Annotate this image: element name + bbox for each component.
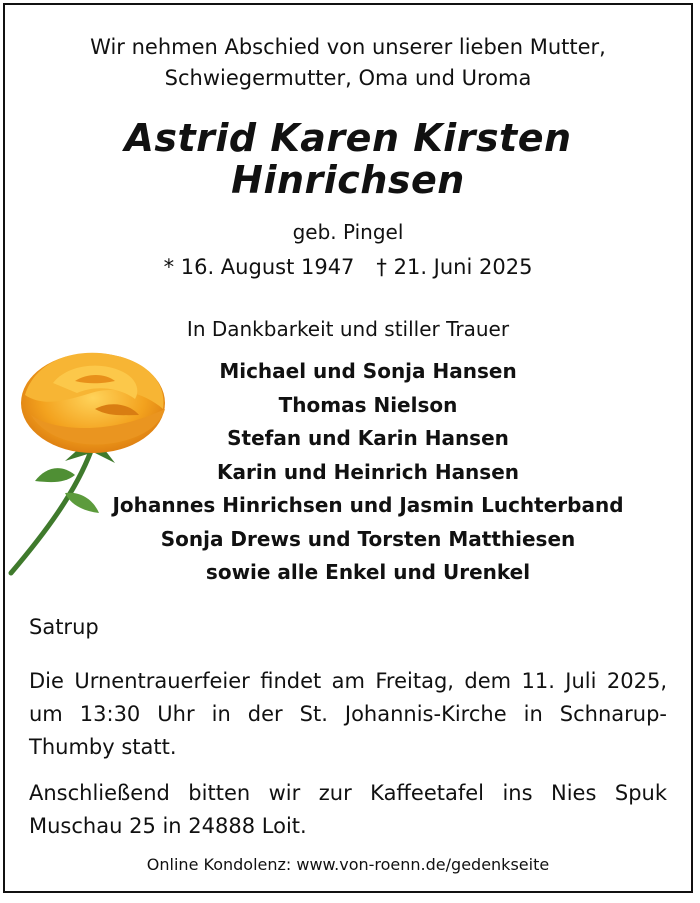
mourner-3: Stefan und Karin Hansen xyxy=(227,426,509,450)
ceremony-paragraph: Die Urnentrauerfeier findet am Freitag, dem 11. Juli 2025, um 13:30 Uhr in der St. Johannis-Kirche in Schnarup-Thumby statt. xyxy=(29,669,667,759)
mourner-5: Johannes Hinrichsen und Jasmin Luchterband xyxy=(112,493,624,517)
name-line-1: Astrid Karen Kirsten xyxy=(124,116,572,160)
reception-paragraph: Anschließend bitten wir zur Kaffeetafel ins Nies Spuk Muschau 25 in 24888 Loit. xyxy=(29,781,667,838)
place-name: Satrup xyxy=(29,615,99,639)
mourner-4: Karin und Heinrich Hansen xyxy=(216,459,520,484)
intro-text xyxy=(5,32,691,94)
online-condolence: Online Kondolenz: www.von-roenn.de/gedenkseite xyxy=(146,855,550,874)
mourner-7: sowie alle Enkel und Urenkel xyxy=(205,560,531,584)
name-line-2: Hinrichsen xyxy=(231,158,465,202)
life-dates xyxy=(5,252,691,282)
intro-line-2: Schwiegermutter, Oma und Uroma xyxy=(164,66,532,90)
birth-date: * 16. August 1947 xyxy=(163,255,355,279)
obituary-notice xyxy=(3,3,693,893)
mourner-1: Michael und Sonja Hansen xyxy=(219,359,517,383)
intro-line-1: Wir nehmen Abschied von unserer lieben Mutter, xyxy=(90,35,606,59)
mourners-list xyxy=(45,355,691,590)
death-date: † 21. Juni 2025 xyxy=(376,255,533,279)
deceased-name xyxy=(5,117,691,201)
mourner-2: Thomas Nielson xyxy=(278,392,458,417)
maiden-name: geb. Pingel xyxy=(292,220,404,244)
gratitude-line: In Dankbarkeit und stiller Trauer xyxy=(186,317,510,341)
mourner-6: Sonja Drews und Torsten Matthiesen xyxy=(160,526,576,551)
